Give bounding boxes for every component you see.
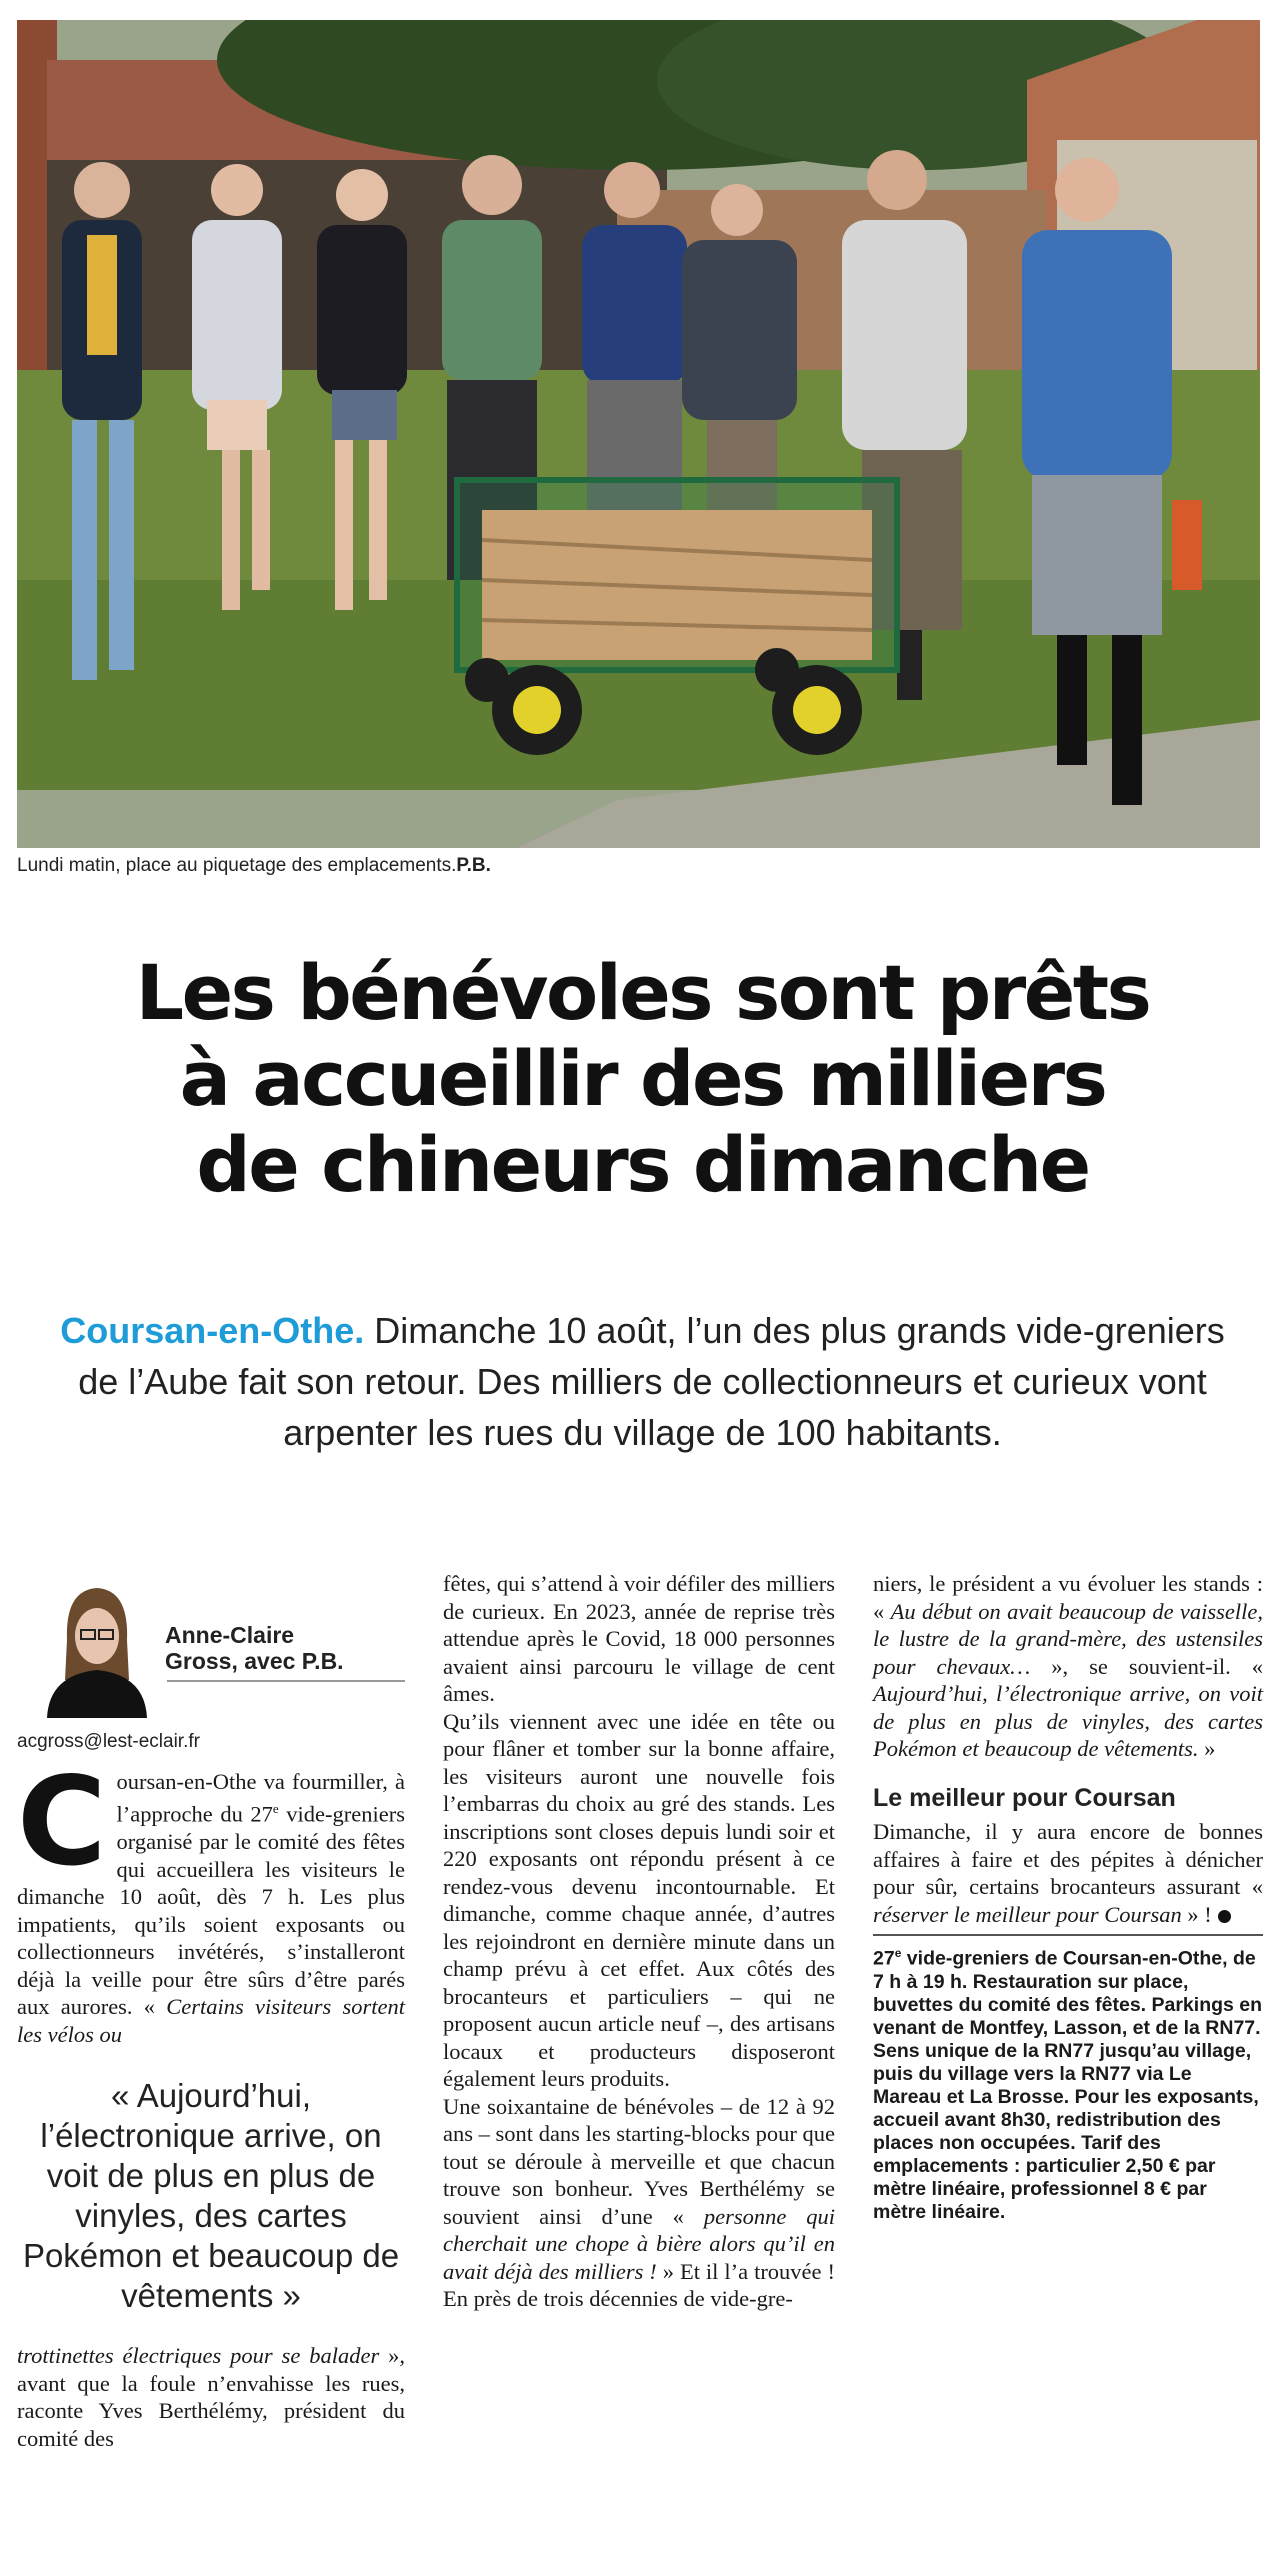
volunteers-photo-illustration <box>17 20 1260 848</box>
pull-quote: « Aujourd’hui, l’électronique arrive, on voit de plus en plus de vinyles, des cartes Pokémon et beaucoup de vêtements » <box>22 2077 400 2314</box>
info-divider <box>873 1934 1263 1936</box>
headline-line-2: à accueillir des milliers <box>179 1034 1106 1123</box>
column-1 <box>17 1570 405 2452</box>
byline-divider <box>167 1680 405 1682</box>
text-run: » Et il l’a trouvée ! En près de trois décennies de vide-gre- <box>443 2258 835 2311</box>
body-paragraph <box>873 1818 1263 1928</box>
headline-line-3: de chineurs dimanche <box>196 1120 1089 1209</box>
end-mark-icon <box>1218 1910 1231 1923</box>
italic-quote: Aujourd’hui, l’électronique arrive, on voit de plus en plus de vinyles, des cartes Pokémon et beaucoup de vêtements. <box>873 1681 1263 1761</box>
photo-credit: P.B. <box>456 855 491 876</box>
italic-quote: trottinettes électriques pour se balader <box>17 2343 380 2368</box>
italic-quote: Au début on avait beaucoup de vaisselle, le lustre de la grand-mère, des ustensiles pour chevaux… <box>873 1598 1264 1679</box>
author-avatar <box>37 1570 157 1718</box>
text-run: », avant que la foule n’envahisse les rues, raconte Yves Berthélémy, président du comité des <box>17 2343 405 2451</box>
author-email-link[interactable]: acgross@lest-eclair.fr <box>17 1731 200 1752</box>
text-run: Une soixantaine de bénévoles – de 12 à 92 ans – sont dans les starting-blocks pour que tout se déroule à merveille et que chacun trouve son bonheur. Yves Berthélémy se souvient ainsi d’une « <box>443 2093 835 2229</box>
practical-info-box <box>873 1942 1263 2224</box>
article-photo <box>17 20 1260 848</box>
italic-quote: personne qui cherchait une chope à bière alors qu’il en avait déjà des milliers ! <box>443 2203 835 2284</box>
photo-caption <box>17 855 491 877</box>
article-lede <box>60 1305 1225 1458</box>
body-paragraph: Qu’ils viennent avec une idée en tête ou pour flâner et tomber sur la bonne affaire, les visiteurs auront une nouvelle fois l’embarras du choix au gré des stands. Les inscriptions sont closes depuis lundi soir et 220 exposants ont répondu présent à ce rendez-vous devenu incontournable. Et dimanche, comme chaque année, d’autres les rejoindront en dernière minute dans un champ prévu à cet effet. Aux côtés des brocanteurs et particuliers – qui ne proposent aucun article neuf –, des artisans locaux et producteurs disposeront également leurs produits. <box>443 1708 835 2091</box>
ordinal-sup: e <box>272 1801 279 1816</box>
author-name-line-2: Gross, avec P.B. <box>165 1648 344 1674</box>
text-run: vide-greniers organisé par le comité des fêtes qui accueillera les visiteurs le dimanche 10 août, dès 7 h. Les plus impatients, qu’ils soient exposants ou collectionneurs invétérés, s’installeront déjà la veille pour être sûrs d’être parés aux aurores. « <box>17 1801 405 2019</box>
text-run: » <box>1198 1736 1216 1761</box>
caption-text: Lundi matin, place au piquetage des emplacements. <box>17 855 457 876</box>
column-2 <box>443 1570 835 2313</box>
text-run: niers, le président a vu évoluer les stands : « <box>873 1571 1263 1624</box>
headline-line-1: Les bénévoles sont prêts <box>135 948 1150 1037</box>
italic-quote: réserver le meilleur pour Coursan <box>873 1901 1182 1927</box>
body-paragraph <box>17 1750 405 2049</box>
column-3 <box>873 1570 1263 2224</box>
body-paragraph: fêtes, qui s’attend à voir défiler des milliers de curieux. En 2023, année de reprise très attendue après le Covid, 18 000 personnes avaient ainsi parcouru le village de cent âmes. <box>443 1571 835 1706</box>
author-name-line-1: Anne-Claire <box>165 1622 295 1648</box>
lede-place: Coursan-en-Othe. <box>60 1310 365 1351</box>
info-number: 27 <box>873 1947 895 1970</box>
text-run: Dimanche, il y aura encore de bonnes affaires à faire et des pépites à dénicher pour sûr, certains brocanteurs assurant « <box>873 1819 1263 1899</box>
drop-cap: C <box>17 1750 107 1893</box>
italic-quote: Certains visiteurs sortent les vélos ou <box>17 1994 405 2047</box>
text-run: », se souvient-il. « <box>1030 1653 1263 1679</box>
body-paragraph <box>17 2342 405 2452</box>
article-headline <box>20 950 1265 1208</box>
ordinal-sup: e <box>894 1946 902 1960</box>
section-subhead: Le meilleur pour Coursan <box>873 1783 1176 1812</box>
author-name <box>165 1622 344 1674</box>
text-run: » ! <box>1181 1901 1212 1927</box>
body-paragraph <box>443 2093 835 2313</box>
lede-text: Dimanche 10 août, l’un des plus grands vide-greniers de l’Aube fait son retour. Des milliers de collectionneurs et curieux vont arpenter les rues du village de 100 habitants. <box>78 1310 1225 1453</box>
text-run: oursan-en-Othe va fourmiller, à l’approche du 27 <box>116 1768 405 1827</box>
author-byline <box>17 1570 405 1720</box>
info-text: vide-greniers de Coursan-en-Othe, de 7 h à 19 h. Restauration sur place, buvettes du comité des fêtes. Parkings en venant de Montfey, Lasson, et de la RN77. Sens unique de la RN77 jusqu’au village, puis du village vers la RN77 via Le Mareau et La Brosse. Pour les exposants, accueil avant 8h30, redistribution des places non occupées. Tarif des emplacements : particulier 2,50 € par mètre linéaire, professionnel 8 € par mètre linéaire. <box>873 1947 1263 2223</box>
body-paragraph <box>873 1570 1263 1763</box>
